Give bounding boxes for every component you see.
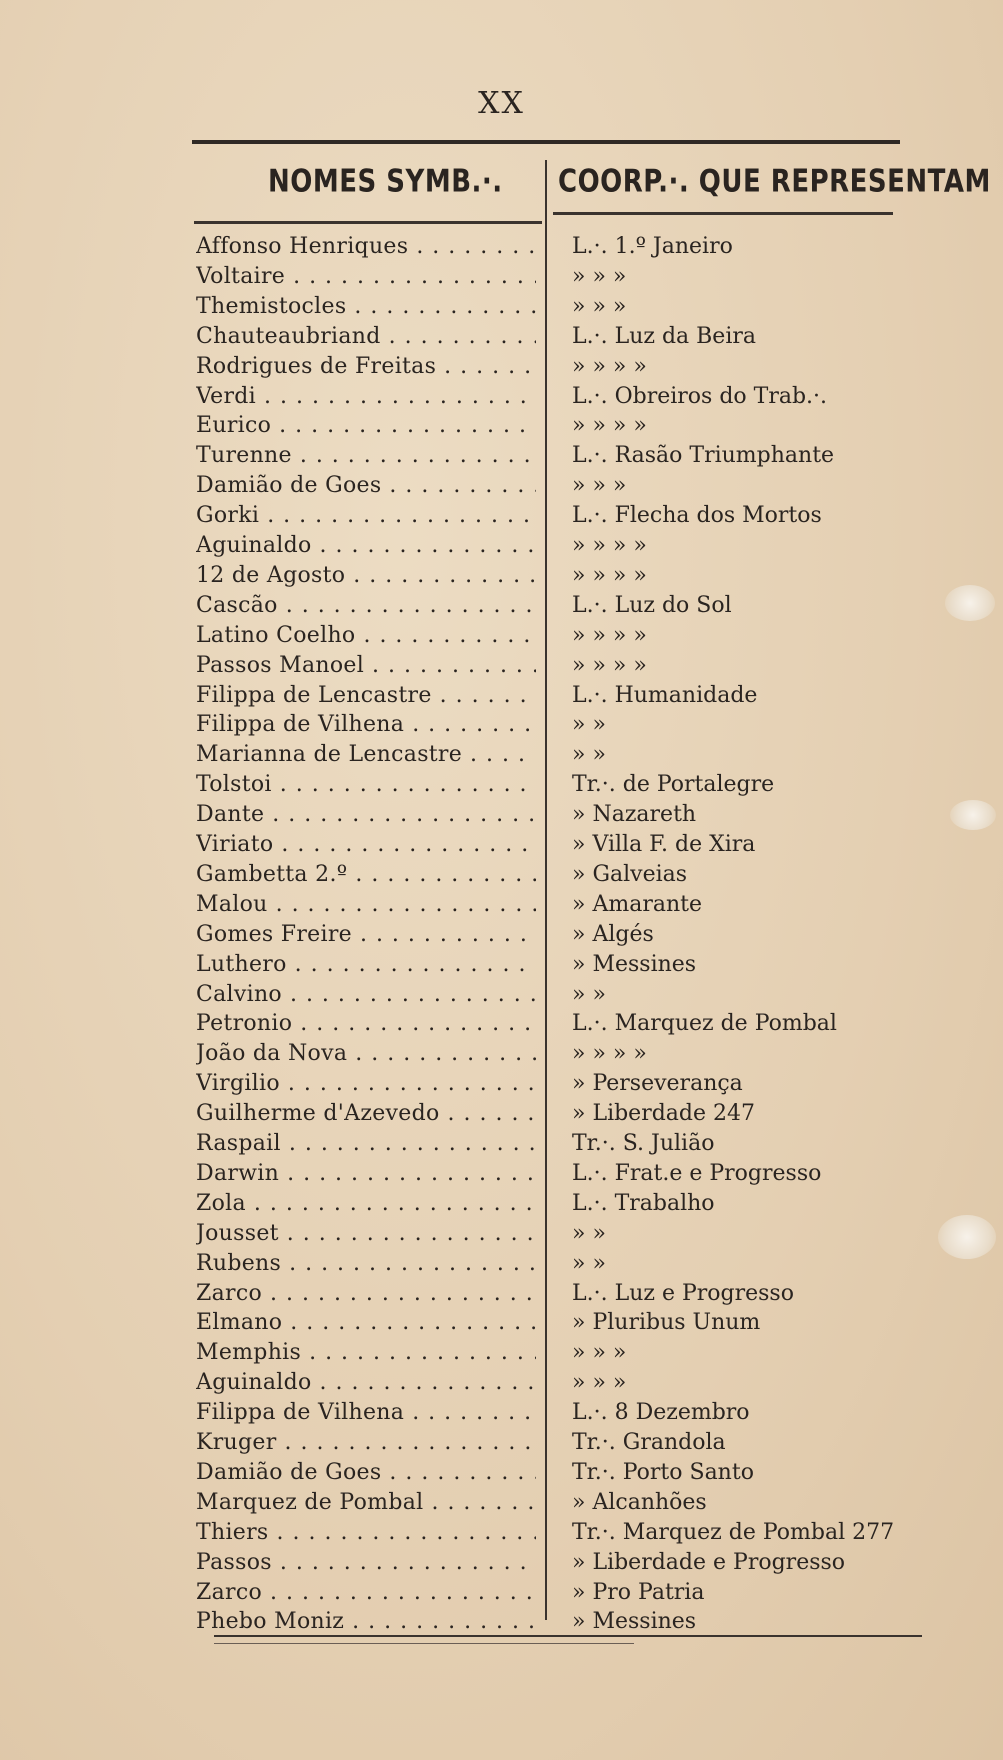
table-row [0, 1249, 1003, 1279]
symbolic-name: Voltaire . . . [196, 262, 536, 292]
symbolic-name: Dante . . . [196, 800, 536, 830]
top-rule [192, 140, 900, 144]
table-row [0, 1189, 1003, 1219]
symbolic-name: Gorki . . . [196, 501, 536, 531]
lodge-name: Tr.·. Grandola [572, 1430, 726, 1455]
symbolic-name: Zarco . . . [196, 1578, 536, 1608]
symbolic-name: Passos Manoel . . . [196, 651, 536, 681]
table-row [0, 501, 1003, 531]
header-rule-right [553, 212, 893, 215]
table-row [0, 1458, 1003, 1488]
lodge-name: » Pro Patria [572, 1579, 705, 1605]
lodge-name: » Messines [572, 1609, 697, 1635]
lodge-name: L.·. Marquez de Pombal [572, 1011, 837, 1037]
header-names: NOMES SYMB.·. [268, 164, 503, 200]
table-row [0, 1099, 1003, 1129]
lodge-name: » » » » [572, 622, 647, 648]
symbolic-name: Elmano . . . [196, 1308, 536, 1338]
table-row [0, 292, 1003, 322]
lodge-name: Tr.·. de Portalegre [572, 772, 775, 798]
lodge-name: L.·. Luz e Progresso [572, 1280, 794, 1306]
lodge-name: » » » [572, 1340, 627, 1366]
bottom-rule [214, 1635, 922, 1637]
lodge-name: L.·. Trabalho [572, 1190, 715, 1216]
symbolic-name: Themistocles . . . [196, 292, 536, 322]
lodge-name: » Liberdade 247 [572, 1101, 756, 1127]
table-row [0, 1009, 1003, 1039]
lodge-name: » Perseverança [572, 1071, 743, 1097]
symbolic-name: Turenne . . . [196, 441, 536, 471]
symbolic-name: Damião de Goes . . . [196, 1458, 536, 1488]
table-row [0, 1518, 1003, 1548]
table-row [0, 1129, 1003, 1159]
lodge-name: » Pluribus Unum [572, 1310, 761, 1336]
symbolic-name: Malou . . . [196, 890, 536, 920]
symbolic-name: Viriato . . . [196, 830, 536, 860]
lodge-name: L.·. Luz do Sol [572, 592, 732, 618]
symbolic-name: Rodrigues de Freitas . . . [196, 352, 536, 382]
table-row [0, 681, 1003, 711]
lodge-name: » » » » [572, 1041, 647, 1067]
bottom-rule-thin [214, 1643, 634, 1644]
lodge-name: » Algés [572, 921, 654, 947]
symbolic-name: Raspail . . . [196, 1129, 536, 1159]
lodge-name: » » » [572, 473, 627, 499]
table-row [0, 1368, 1003, 1398]
table-row [0, 232, 1003, 262]
table-row [0, 411, 1003, 441]
table-row [0, 860, 1003, 890]
symbolic-name: Gomes Freire . . . [196, 920, 536, 950]
lodge-name: » » » [572, 293, 627, 319]
lodge-name: » » [572, 1250, 606, 1276]
symbolic-name: Filippa de Vilhena . . . [196, 710, 536, 740]
table-row [0, 1159, 1003, 1189]
symbolic-name: Petronio . . . [196, 1009, 536, 1039]
table-row [0, 1039, 1003, 1069]
lodge-name: » » [572, 712, 606, 738]
lodge-name: » » » » [572, 413, 647, 439]
lodge-name: » » » [572, 263, 627, 289]
symbolic-name: Chauteaubriand . . . [196, 322, 536, 352]
table-row [0, 980, 1003, 1010]
lodge-name: L.·. Flecha dos Mortos [572, 503, 822, 529]
symbolic-name: Luthero . . . [196, 950, 536, 980]
table-row [0, 1578, 1003, 1608]
symbolic-name: Latino Coelho . . . [196, 621, 536, 651]
lodge-name: » Villa F. de Xira [572, 832, 756, 857]
symbolic-name: Kruger . . . [196, 1428, 536, 1458]
lodge-name: L.·. Obreiros do Trab.·. [572, 383, 828, 409]
table-row [0, 1338, 1003, 1368]
lodge-name: L.·. 8 Dezembro [572, 1400, 750, 1426]
lodge-name: » Messines [572, 951, 697, 977]
symbolic-name: Memphis . . . [196, 1338, 536, 1368]
symbolic-name: Passos . . . [196, 1548, 536, 1578]
table-row [0, 770, 1003, 800]
table-row [0, 322, 1003, 352]
symbolic-name: Verdi . . . [196, 382, 536, 412]
table-row [0, 800, 1003, 830]
table-row [0, 1428, 1003, 1458]
table-row [0, 830, 1003, 860]
lodge-name: » Amarante [572, 891, 702, 917]
lodge-name: » » » » [572, 353, 647, 379]
table-row [0, 262, 1003, 292]
table-row [0, 471, 1003, 501]
lodge-name: Tr.·. Marquez de Pombal 277 [572, 1519, 895, 1545]
table-row [0, 710, 1003, 740]
symbolic-name: Phebo Moniz . . . [196, 1607, 536, 1637]
lodge-name: L.·. Humanidade [572, 682, 758, 708]
table-row [0, 621, 1003, 651]
table-row [0, 561, 1003, 591]
lodge-name: » » » » [572, 562, 647, 588]
symbolic-name: Zarco . . . [196, 1279, 536, 1309]
lodge-name: L.·. Rasão Triumphante [572, 443, 835, 469]
lodge-name: » Nazareth [572, 802, 697, 828]
lodge-name: » » [572, 1220, 606, 1246]
symbolic-name: Calvino . . . [196, 980, 536, 1010]
table-row [0, 1548, 1003, 1578]
symbolic-name: Guilherme d'Azevedo . . . [196, 1099, 536, 1129]
lodge-name: Tr.·. S. Julião [572, 1131, 715, 1156]
table-row [0, 920, 1003, 950]
lodge-name: L.·. Luz da Beira [572, 323, 756, 349]
symbolic-name: Cascão . . . [196, 591, 536, 621]
symbolic-name: Aguinaldo . . . [196, 1368, 536, 1398]
symbolic-name: Tolstoi . . . [196, 770, 536, 800]
symbolic-name: Thiers . . . [196, 1518, 536, 1548]
symbolic-name: Marianna de Lencastre . . . [196, 740, 536, 770]
lodge-name: » » [572, 742, 606, 768]
lodge-name: » » » » [572, 533, 647, 558]
symbolic-name: Filippa de Lencastre . . . [196, 681, 536, 711]
table-row [0, 890, 1003, 920]
table-row [0, 651, 1003, 681]
lodge-name: Tr.·. Porto Santo [572, 1459, 754, 1485]
lodge-name: » » » » [572, 652, 647, 678]
lodge-name: L.·. 1.º Janeiro [572, 234, 733, 259]
symbolic-name: Virgilio . . . [196, 1069, 536, 1099]
symbolic-name: Filippa de Vilhena . . . [196, 1398, 536, 1428]
symbolic-name: Affonso Henriques . . . [196, 232, 536, 262]
lodge-name: » Liberdade e Progresso [572, 1549, 846, 1575]
table-row [0, 740, 1003, 770]
header-lodges: COORP.·. QUE REPRESENTAM [558, 164, 991, 200]
symbolic-name: Rubens . . . [196, 1249, 536, 1279]
table-row [0, 1398, 1003, 1428]
table-row [0, 950, 1003, 980]
table-row [0, 1069, 1003, 1099]
table-row [0, 531, 1003, 561]
page-number: XX [478, 86, 525, 121]
table-row [0, 591, 1003, 621]
table-row [0, 441, 1003, 471]
symbolic-name: 12 de Agosto . . . [196, 561, 536, 591]
lodge-name: » Galveias [572, 861, 688, 887]
symbolic-name: Damião de Goes . . . [196, 471, 536, 501]
lodge-name: » Alcanhões [572, 1489, 707, 1515]
table-row [0, 1488, 1003, 1518]
lodge-name: » » [572, 981, 606, 1007]
symbolic-name: Eurico . . . [196, 411, 536, 441]
table-row [0, 1219, 1003, 1249]
table-row [0, 1279, 1003, 1309]
symbolic-name: Marquez de Pombal . . . [196, 1488, 536, 1518]
table-row [0, 1308, 1003, 1338]
symbolic-name: Jousset . . . [196, 1219, 536, 1249]
table-row [0, 382, 1003, 412]
symbolic-name: Aguinaldo . . . [196, 531, 536, 561]
symbolic-name: Zola . . . [196, 1189, 536, 1219]
symbolic-name: Gambetta 2.º . . . [196, 860, 536, 890]
table-row [0, 352, 1003, 382]
symbolic-name: Darwin . . . [196, 1159, 536, 1189]
lodge-name: » » » [572, 1370, 627, 1396]
lodge-name: L.·. Frat.e e Progresso [572, 1160, 822, 1186]
symbolic-name: João da Nova . . . [196, 1039, 536, 1069]
table-row [0, 1607, 1003, 1637]
header-rule-left [194, 221, 542, 224]
